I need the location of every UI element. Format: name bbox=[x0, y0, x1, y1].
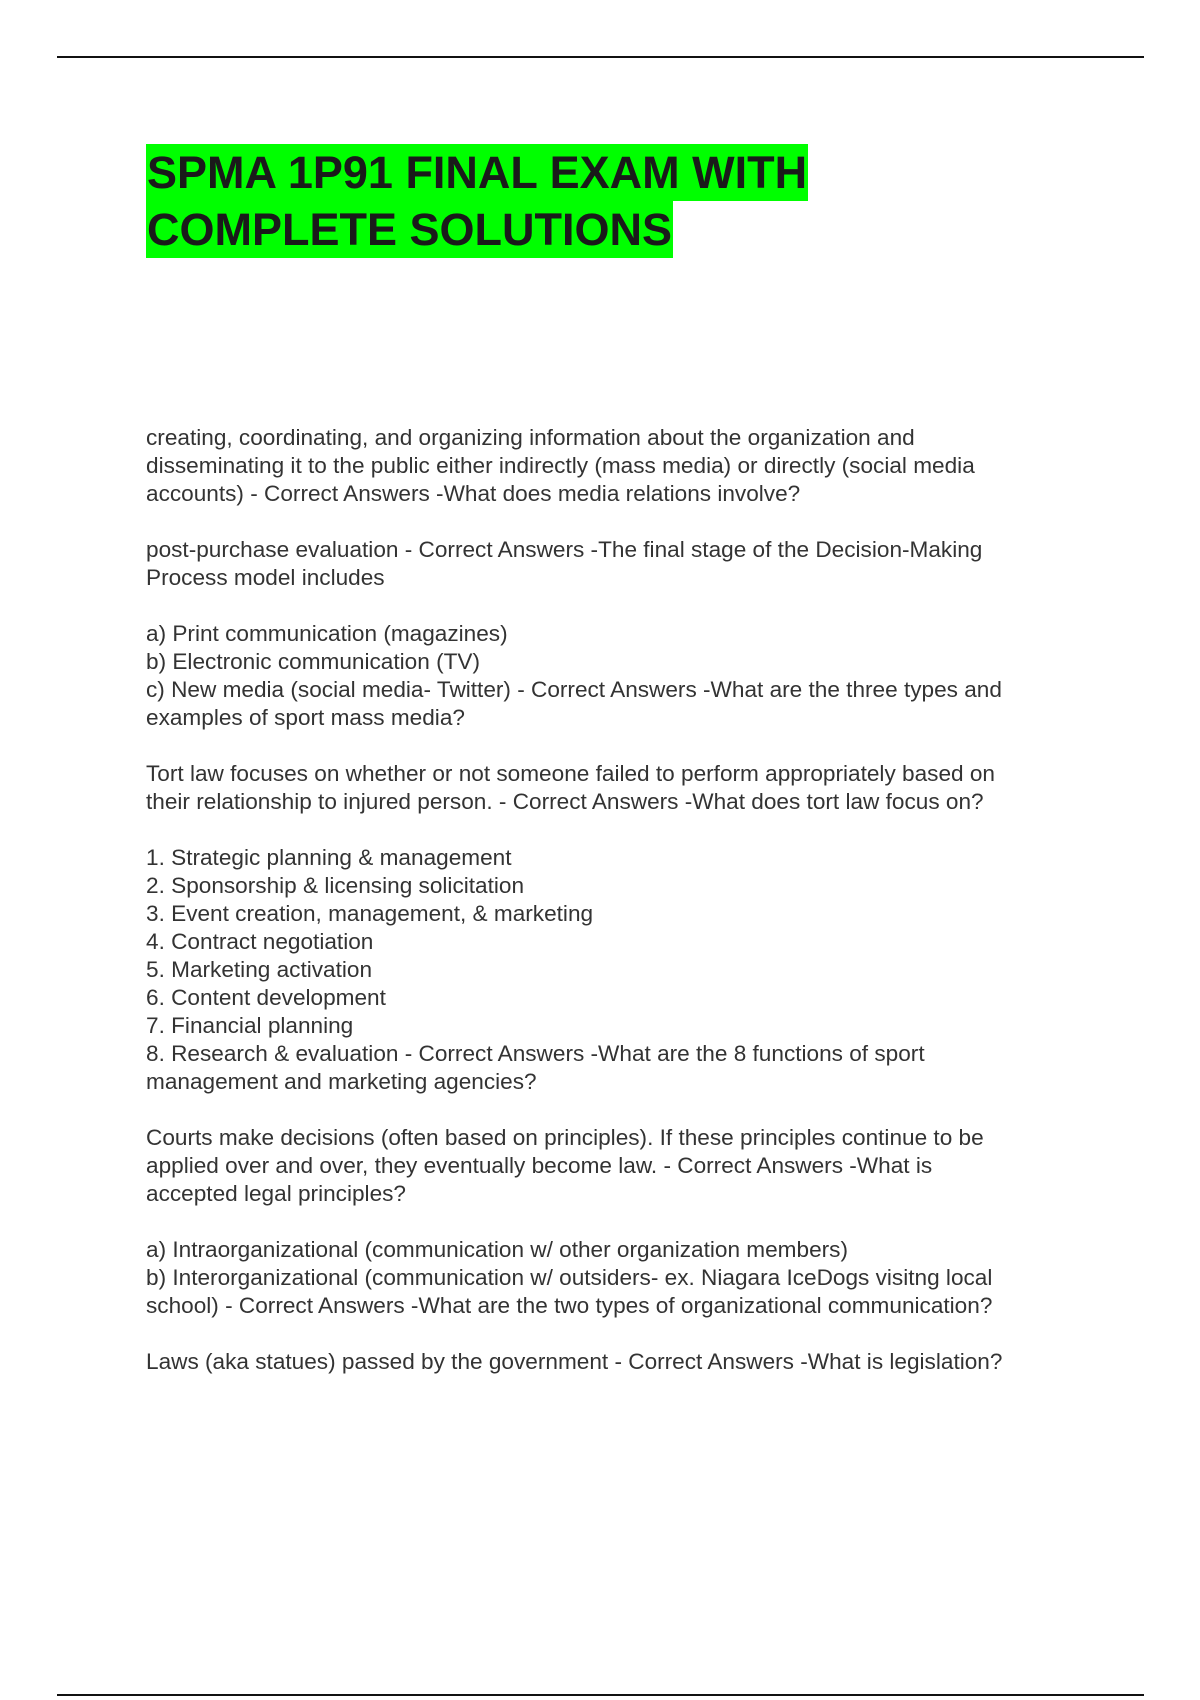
text-line: management and marketing agencies? bbox=[146, 1069, 537, 1094]
text-line: applied over and over, they eventually become law. - Correct Answers -What is bbox=[146, 1153, 933, 1178]
text-line: 6. Content development bbox=[146, 985, 386, 1010]
qa-entry-1 bbox=[146, 424, 1096, 508]
qa-entry-2 bbox=[146, 536, 1096, 592]
qa-entry-3 bbox=[146, 620, 1096, 732]
text-line: accepted legal principles? bbox=[146, 1181, 406, 1206]
text-line: creating, coordinating, and organizing information about the organization and bbox=[146, 425, 915, 450]
qa-entry-7 bbox=[146, 1236, 1096, 1320]
text-line: Courts make decisions (often based on principles). If these principles continue to be bbox=[146, 1125, 984, 1150]
text-line: 5. Marketing activation bbox=[146, 957, 373, 982]
top-rule bbox=[57, 56, 1144, 58]
text-line: c) New media (social media- Twitter) - Correct Answers -What are the three types and bbox=[146, 677, 1002, 702]
text-line: post-purchase evaluation - Correct Answers -The final stage of the Decision-Making bbox=[146, 537, 983, 562]
text-line: 1. Strategic planning & management bbox=[146, 845, 512, 870]
text-line: 4. Contract negotiation bbox=[146, 929, 374, 954]
text-line: examples of sport mass media? bbox=[146, 705, 465, 730]
text-line: disseminating it to the public either indirectly (mass media) or directly (social media bbox=[146, 453, 975, 478]
text-line: school) - Correct Answers -What are the two types of organizational communication? bbox=[146, 1293, 993, 1318]
bottom-rule bbox=[57, 1694, 1144, 1696]
title-line-2: COMPLETE SOLUTIONS bbox=[146, 201, 673, 258]
text-line: a) Print communication (magazines) bbox=[146, 621, 508, 646]
text-line: 8. Research & evaluation - Correct Answers -What are the 8 functions of sport bbox=[146, 1041, 925, 1066]
document-title bbox=[146, 144, 1046, 258]
text-line: Tort law focuses on whether or not someone failed to perform appropriately based on bbox=[146, 761, 995, 786]
text-line: b) Electronic communication (TV) bbox=[146, 649, 480, 674]
text-line: b) Interorganizational (communication w/ outsiders- ex. Niagara IceDogs visitng local bbox=[146, 1265, 993, 1290]
qa-entry-8 bbox=[146, 1348, 1096, 1376]
document-body bbox=[146, 424, 1096, 1404]
text-line: 7. Financial planning bbox=[146, 1013, 354, 1038]
qa-entry-6 bbox=[146, 1124, 1096, 1208]
text-line: 3. Event creation, management, & marketing bbox=[146, 901, 594, 926]
text-line: 2. Sponsorship & licensing solicitation bbox=[146, 873, 525, 898]
qa-entry-5 bbox=[146, 844, 1096, 1096]
text-line: Process model includes bbox=[146, 565, 385, 590]
text-line: accounts) - Correct Answers -What does media relations involve? bbox=[146, 481, 801, 506]
qa-entry-4 bbox=[146, 760, 1096, 816]
title-line-1: SPMA 1P91 FINAL EXAM WITH bbox=[146, 144, 808, 201]
text-line: their relationship to injured person. - Correct Answers -What does tort law focus on? bbox=[146, 789, 984, 814]
text-line: Laws (aka statues) passed by the government - Correct Answers -What is legislation? bbox=[146, 1349, 1003, 1374]
text-line: a) Intraorganizational (communication w/ other organization members) bbox=[146, 1237, 848, 1262]
